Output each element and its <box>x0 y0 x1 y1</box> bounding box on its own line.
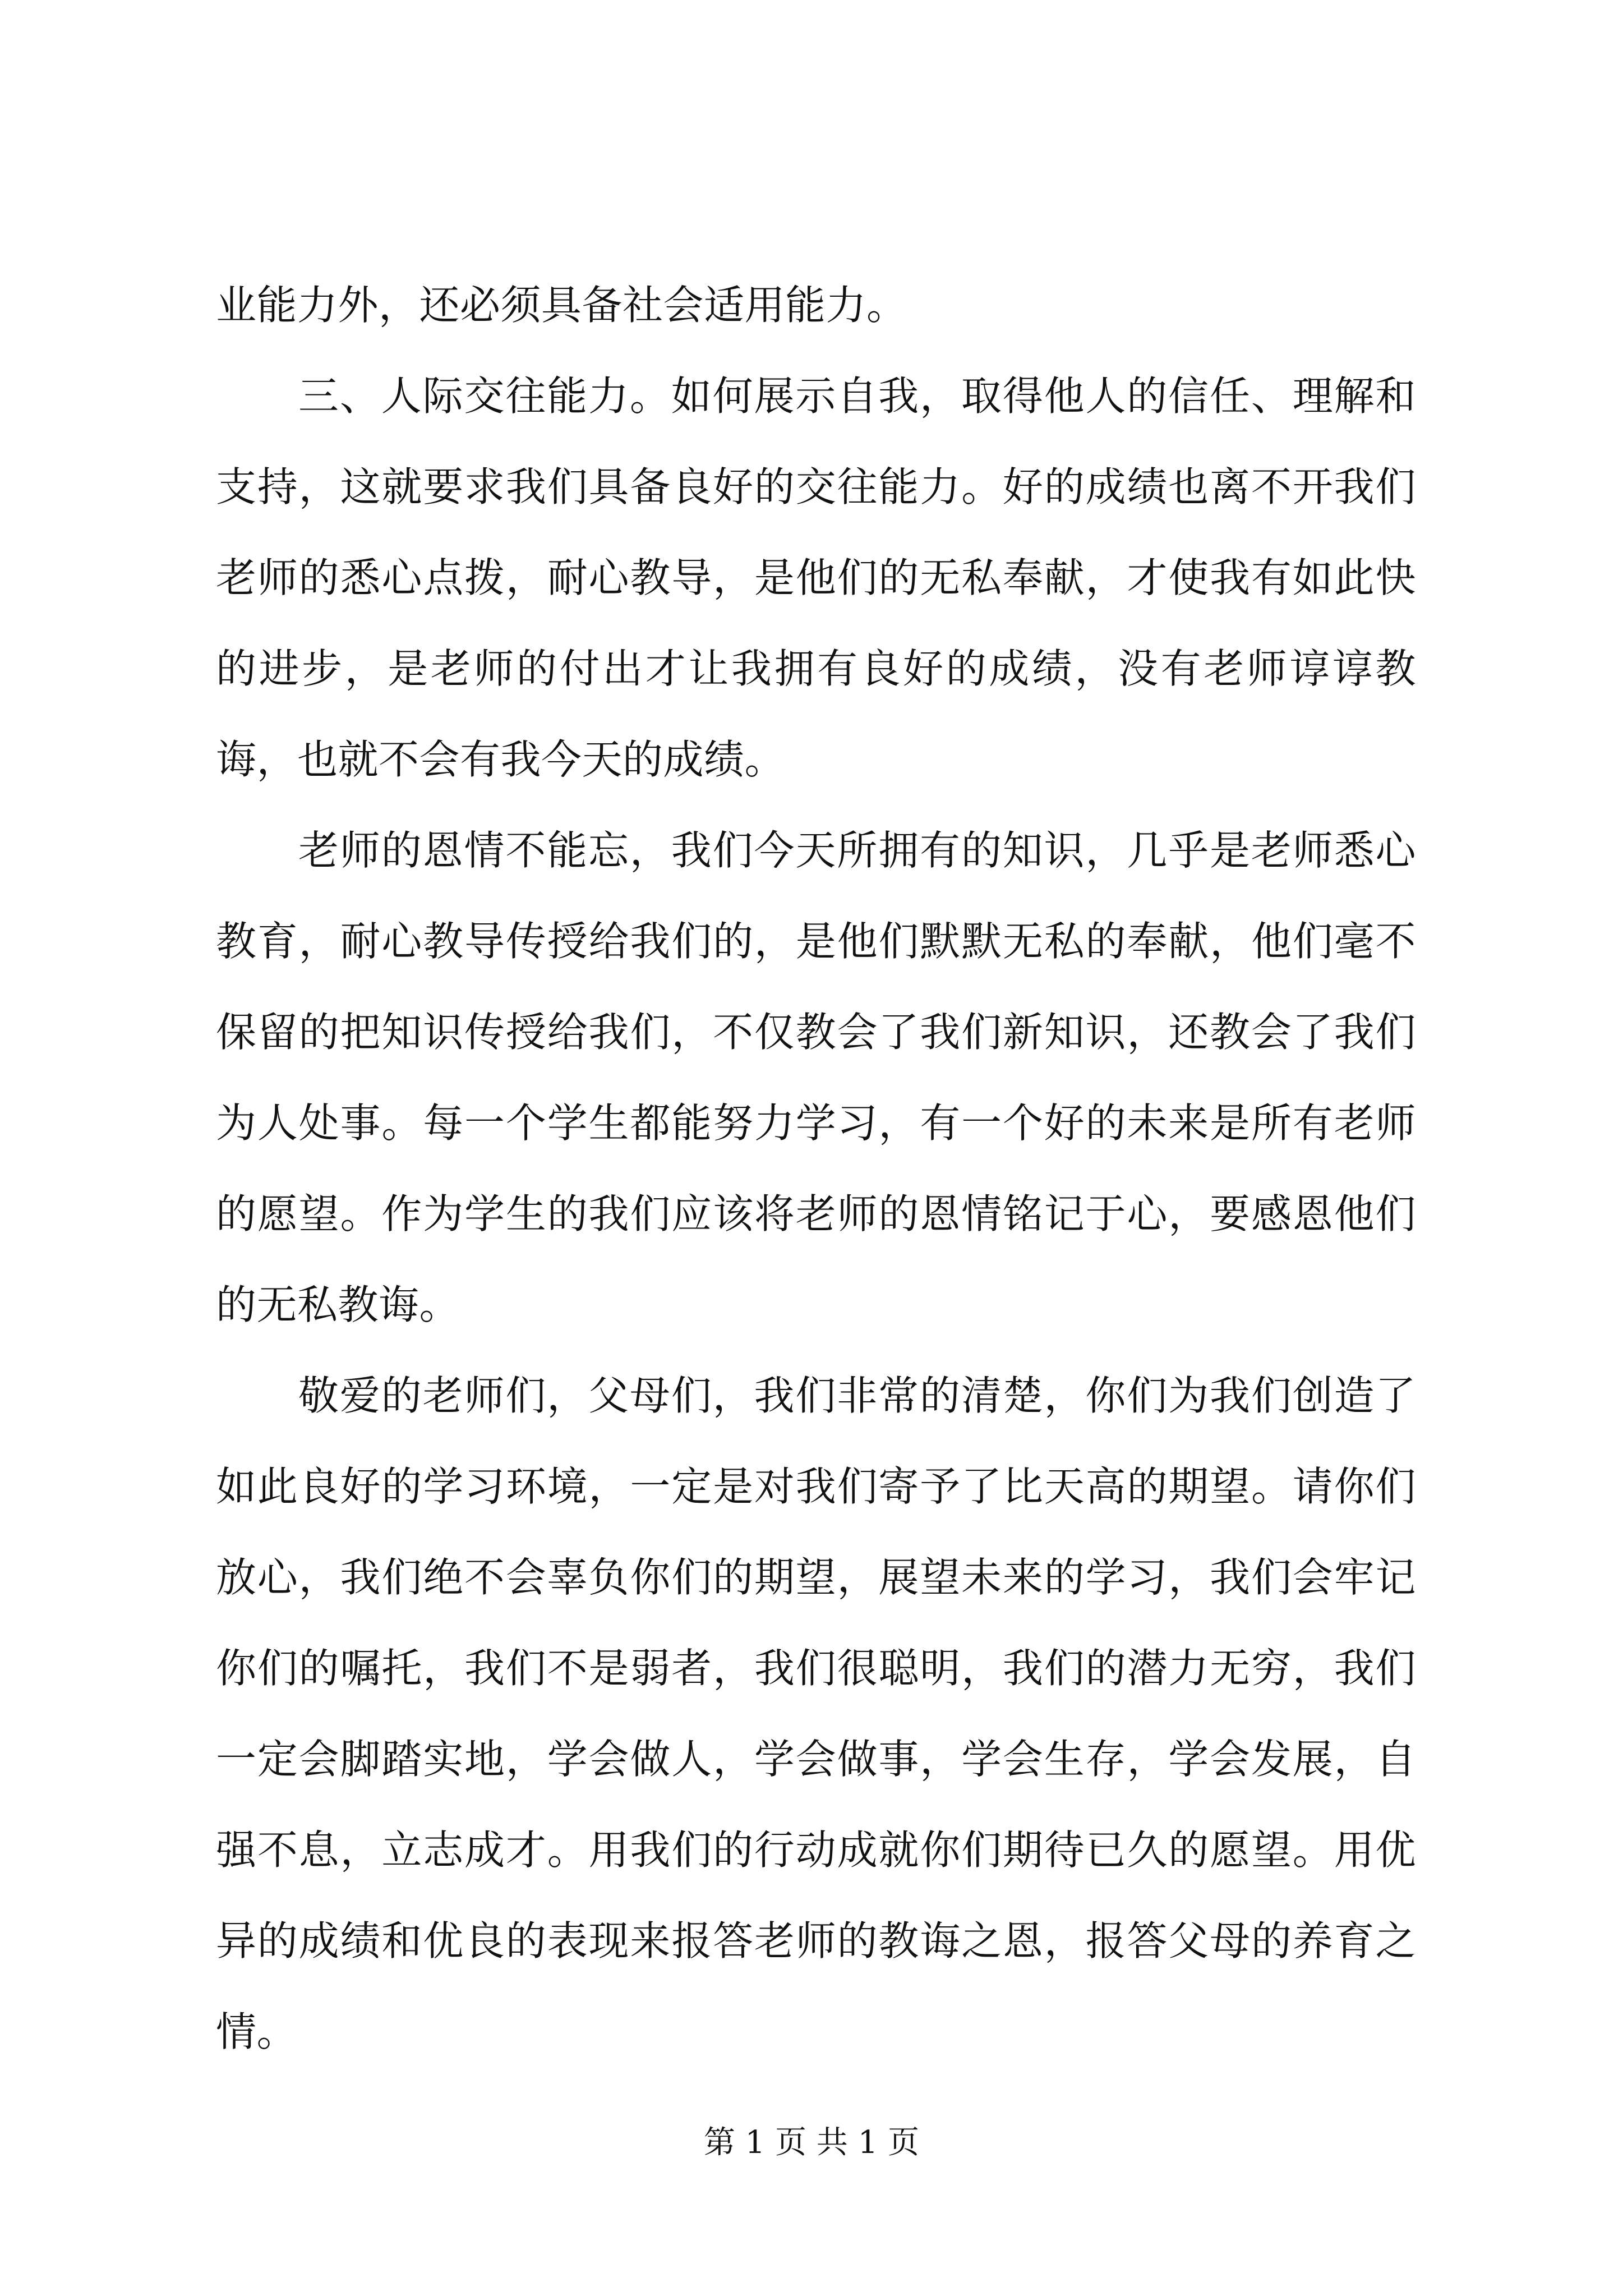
document-body <box>216 260 1416 2077</box>
paragraph-4: 敬爱的老师们，父母们，我们非常的清楚，你们为我们创造了如此良好的学习环境，一定是对我们寄予了比天高的期望。请你们放心，我们绝不会辜负你们的期望，展望未来的学习，我们会牢记你们的嘱托，我们不是弱者，我们很聪明，我们的潜力无穷，我们一定会脚踏实地，学会做人，学会做事，学会生存，学会发展，自强不息，立志成才。用我们的行动成就你们期待已久的愿望。用优异的成绩和优良的表现来报答老师的教诲之恩，报答父母的养育之情。 <box>216 1372 1416 2055</box>
paragraph-2: 三、人际交往能力。如何展示自我，取得他人的信任、理解和支持，这就要求我们具备良好的交往能力。好的成绩也离不开我们老师的悉心点拨，耐心教导，是他们的无私奉献，才使我有如此快的进步，是老师的付出才让我拥有良好的成绩，没有老师谆谆教诲，也就不会有我今天的成绩。 <box>216 372 1416 783</box>
paragraph-3: 老师的恩情不能忘，我们今天所拥有的知识，几乎是老师悉心教育，耐心教导传授给我们的，是他们默默无私的奉献，他们毫不保留的把知识传授给我们，不仅教会了我们新知识，还教会了我们为人处事。每一个学生都能努力学习，有一个好的未来是所有老师的愿望。作为学生的我们应该将老师的恩情铭记于心，要感恩他们的无私教诲。 <box>216 827 1416 1328</box>
page-footer: 第 1 页 共 1 页 <box>703 2124 920 2161</box>
paragraph-1: 业能力外，还必须具备社会适用能力。 <box>216 282 907 329</box>
